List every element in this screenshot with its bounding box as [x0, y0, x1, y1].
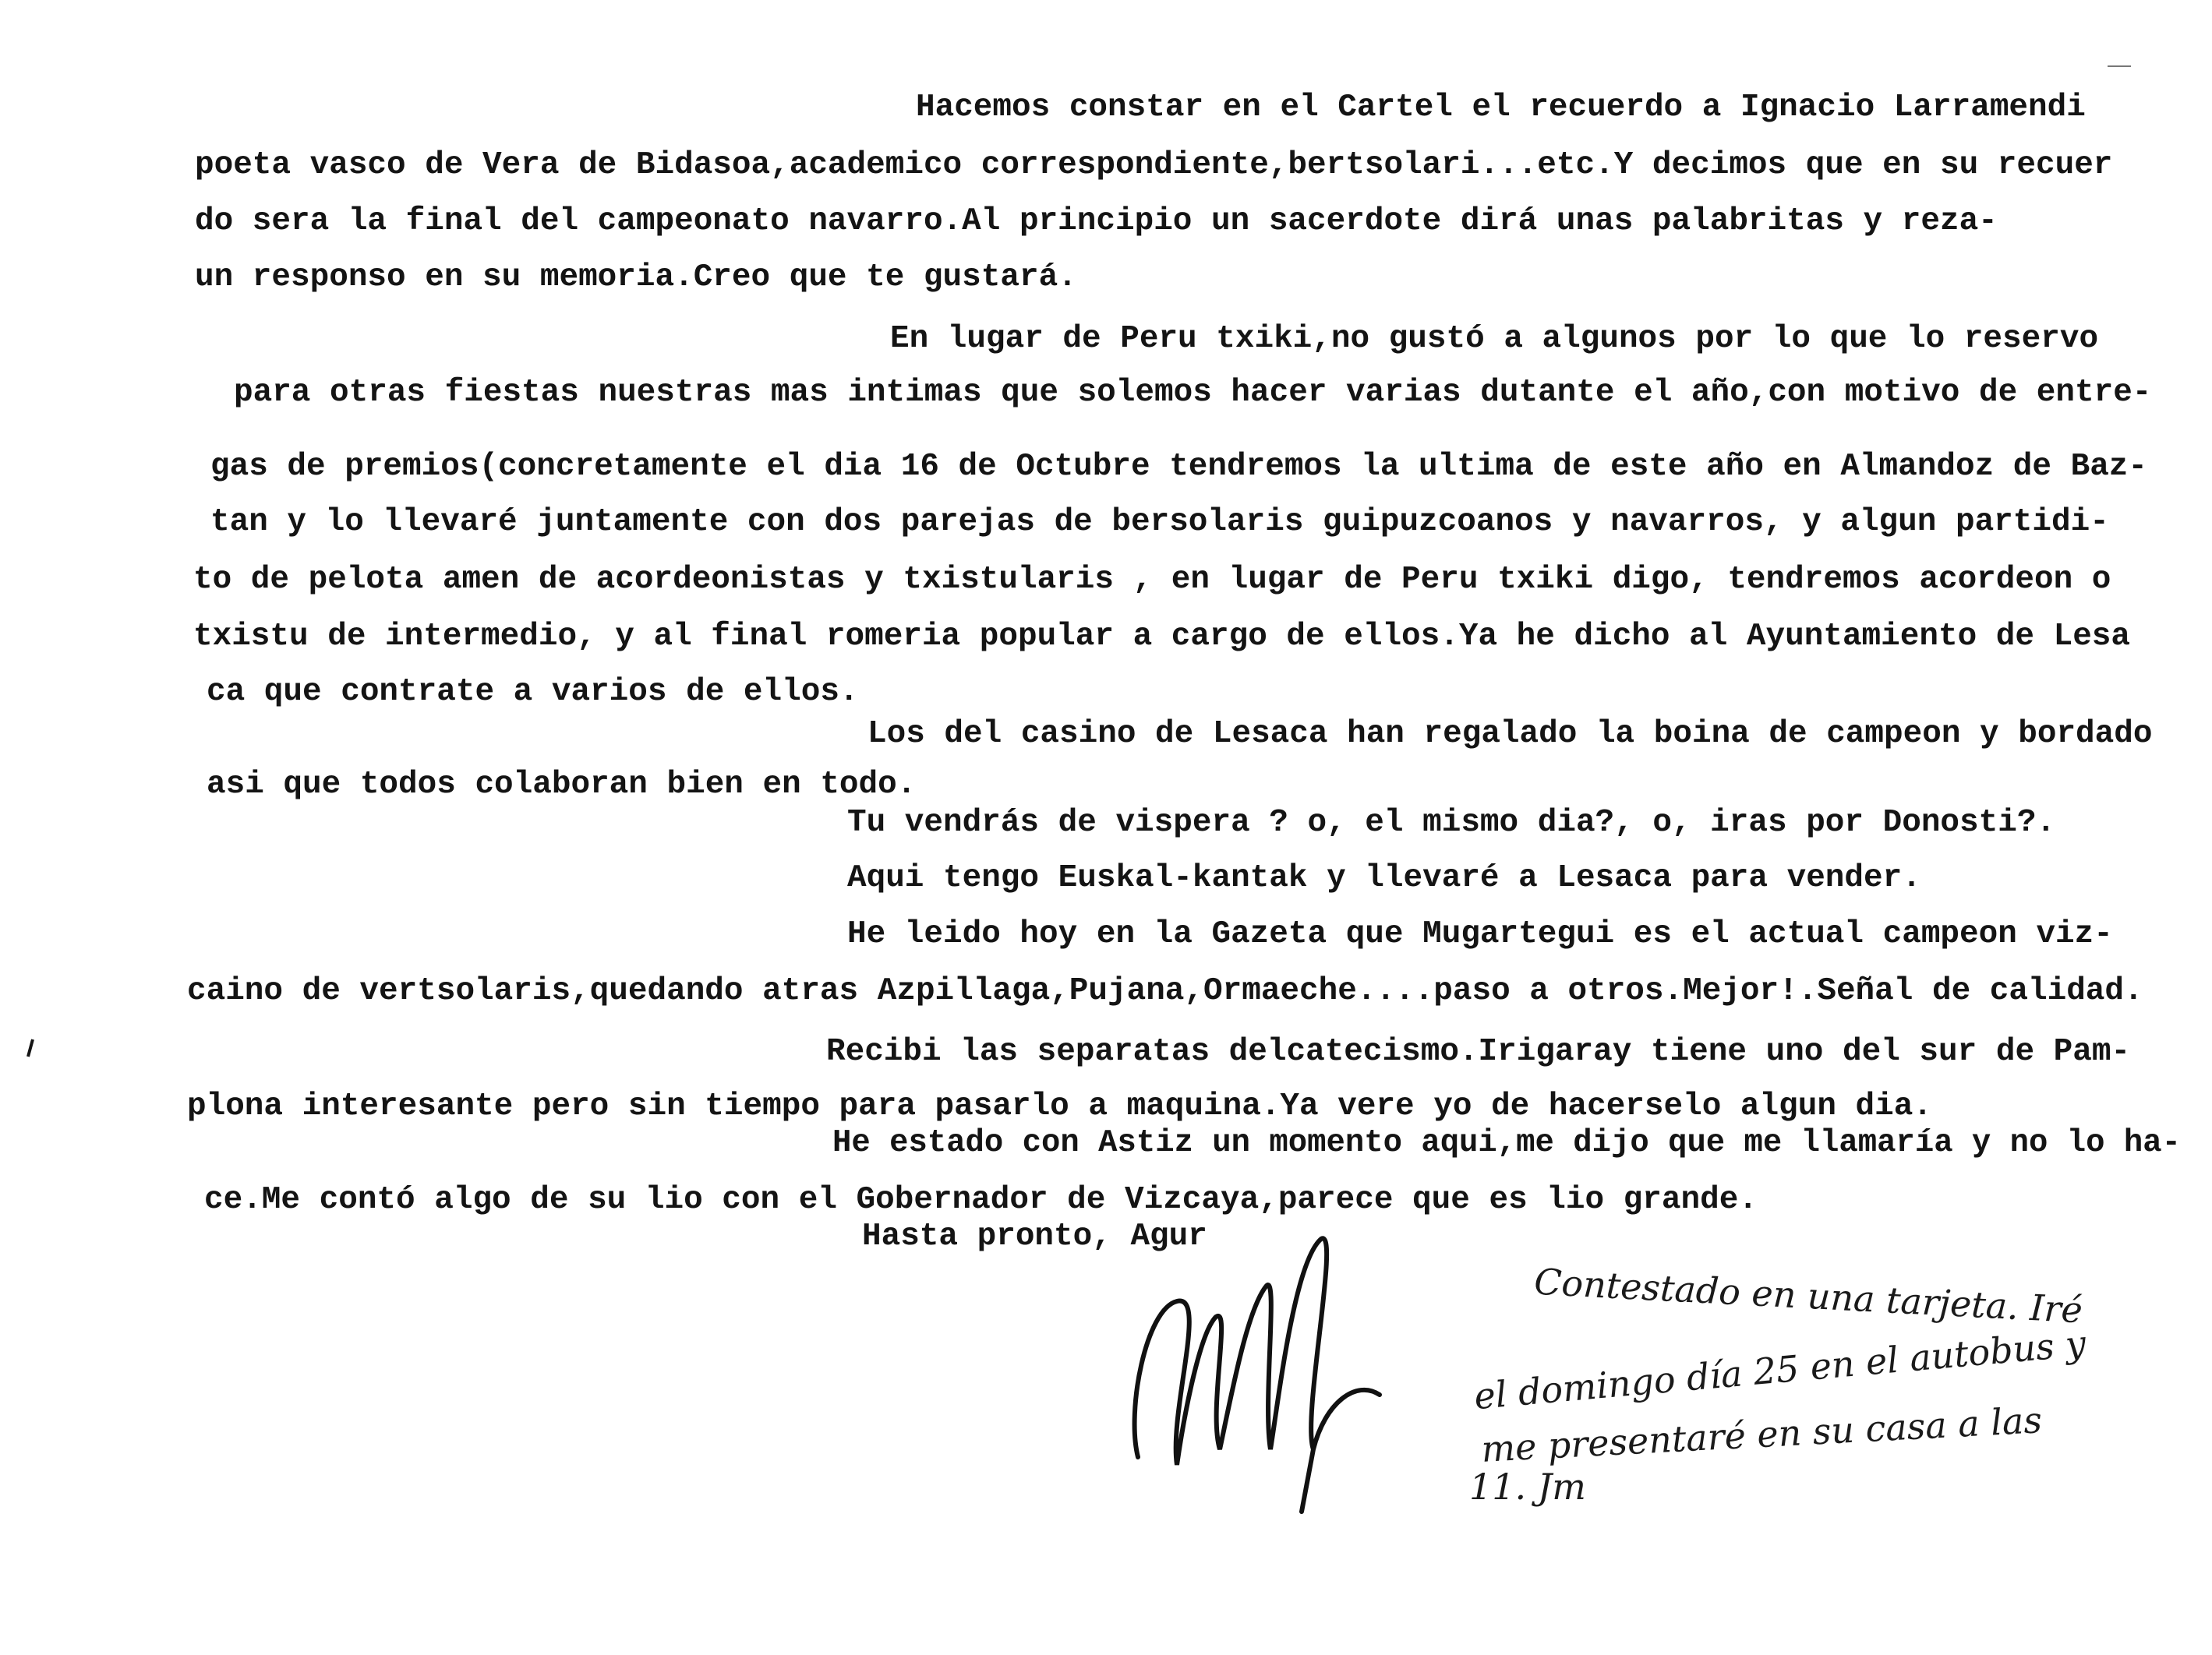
letter-line: He leido hoy en la Gazeta que Mugartegui es el actual campeon viz- — [847, 916, 2113, 952]
letter-line: Hacemos constar en el Cartel el recuerdo a Ignacio Larramendi — [916, 90, 2086, 125]
letter-line: to de pelota amen de acordeonistas y txistularis , en lugar de Peru txiki digo, tendremos acordeon o — [193, 562, 2111, 598]
letter-line: caino de vertsolaris,quedando atras Azpillaga,Pujana,Ormaeche....paso a otros.Mejor!.Señal de calidad. — [187, 973, 2143, 1009]
letter-line: ca que contrate a varios de ellos. — [207, 674, 859, 710]
letter-line: poeta vasco de Vera de Bidasoa,academico correspondiente,bertsolari...etc.Y decimos que en su recuer — [195, 147, 2113, 183]
stray-ink-mark — [23, 1036, 39, 1060]
letter-line: Tu vendrás de vispera ? o, el mismo dia?, o, iras por Donosti?. — [847, 805, 2056, 841]
closing-line: Hasta pronto, Agur — [862, 1219, 1207, 1254]
letter-line: He estado con Astiz un momento aqui,me dijo que me llamaría y no lo ha- — [832, 1125, 2181, 1161]
letter-line: Aqui tengo Euskal-kantak y llevaré a Lesaca para vender. — [847, 860, 1921, 896]
letter-line: tan y lo llevaré juntamente con dos parejas de bersolaris guipuzcoanos y navarros, y algun partidi- — [210, 504, 2109, 540]
letter-line: para otras fiestas nuestras mas intimas que solemos hacer varias dutante el año,con motivo de entre- — [234, 375, 2152, 411]
handwritten-note-line: el domingo día 25 en el autobus y — [1472, 1322, 2088, 1418]
handwritten-signature — [1122, 1216, 1450, 1519]
handwritten-note-line: Contestado en una tarjeta. Iré — [1533, 1260, 2084, 1332]
handwritten-note-line: me presentaré en su casa a las — [1480, 1399, 2044, 1470]
letter-line: Los del casino de Lesaca han regalado la boina de campeon y bordado — [867, 716, 2153, 752]
letter-line: En lugar de Peru txiki,no gustó a algunos por lo que lo reservo — [890, 321, 2099, 357]
letter-line: asi que todos colaboran bien en todo. — [207, 767, 917, 803]
letter-line: txistu de intermedio, y al final romeria popular a cargo de ellos.Ya he dicho al Ayuntamiento de Lesa — [193, 619, 2131, 655]
letter-line: ce.Me contó algo de su lio con el Gobernador de Vizcaya,parece que es lio grande. — [204, 1182, 1758, 1218]
letter-line: do sera la final del campeonato navarro.Al principio un sacerdote dirá unas palabritas y reza- — [195, 203, 1998, 239]
handwritten-note-line: 11. Jm — [1469, 1466, 1586, 1508]
stray-ink-mark — [2104, 62, 2136, 70]
letter-line: Recibi las separatas delcatecismo.Irigaray tiene uno del sur de Pam- — [826, 1034, 2131, 1070]
letter-line: gas de premios(concretamente el dia 16 de Octubre tendremos la ultima de este año en Almandoz de Baz- — [210, 449, 2148, 485]
letter-line: plona interesante pero sin tiempo para pasarlo a maquina.Ya vere yo de hacerselo algun dia. — [187, 1089, 1932, 1124]
letter-line: un responso en su memoria.Creo que te gustará. — [195, 259, 1077, 295]
